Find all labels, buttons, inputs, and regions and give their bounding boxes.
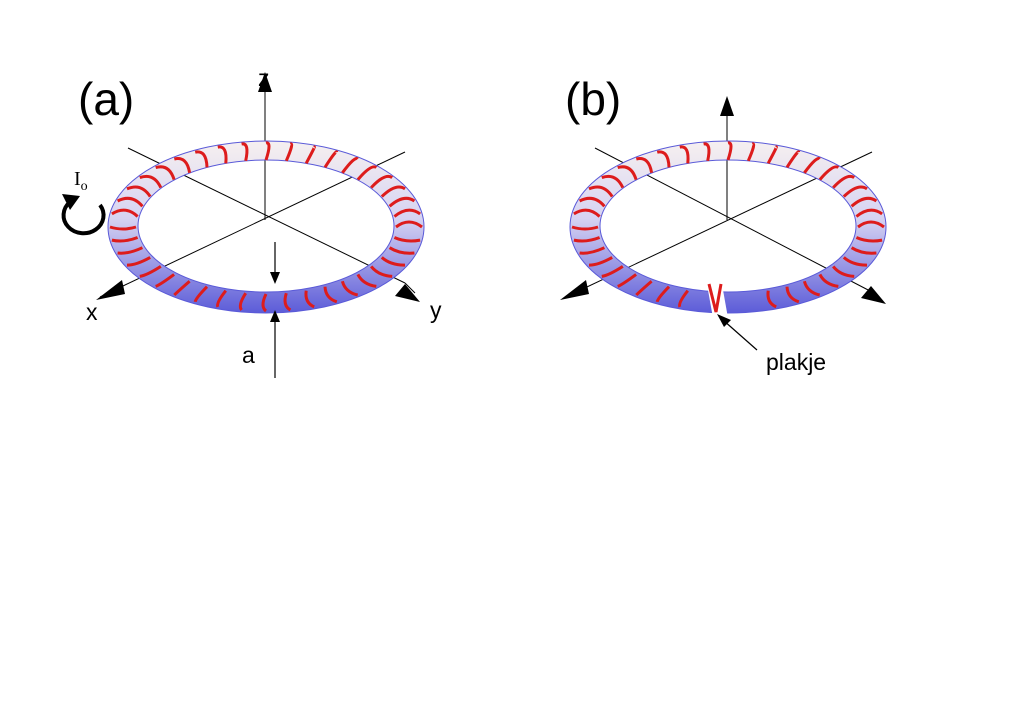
coil-windings [110, 143, 422, 311]
y-axis-label: y [430, 297, 442, 323]
panel-a-label: (a) [78, 73, 135, 125]
z-axis-arrow-icon [720, 96, 734, 116]
panel-b-label: (b) [565, 73, 622, 125]
torus-b [570, 141, 886, 318]
slice-label: plakje [766, 349, 827, 375]
thickness-arrow-top-icon [270, 272, 280, 284]
thickness-label: a [242, 342, 255, 368]
z-axis-label: z [258, 65, 270, 91]
panel-a [62, 65, 442, 378]
panel-b [560, 73, 886, 375]
current-label: $I_o$ [74, 168, 88, 194]
torus-a [108, 141, 424, 313]
x-axis-arrow-icon [96, 280, 125, 300]
circular-arrow-icon [62, 194, 104, 233]
slice-pointer [723, 320, 757, 350]
x-axis-label: x [86, 299, 98, 325]
x-axis-arrow-icon [560, 280, 589, 300]
y-axis-arrow-icon [395, 284, 420, 302]
